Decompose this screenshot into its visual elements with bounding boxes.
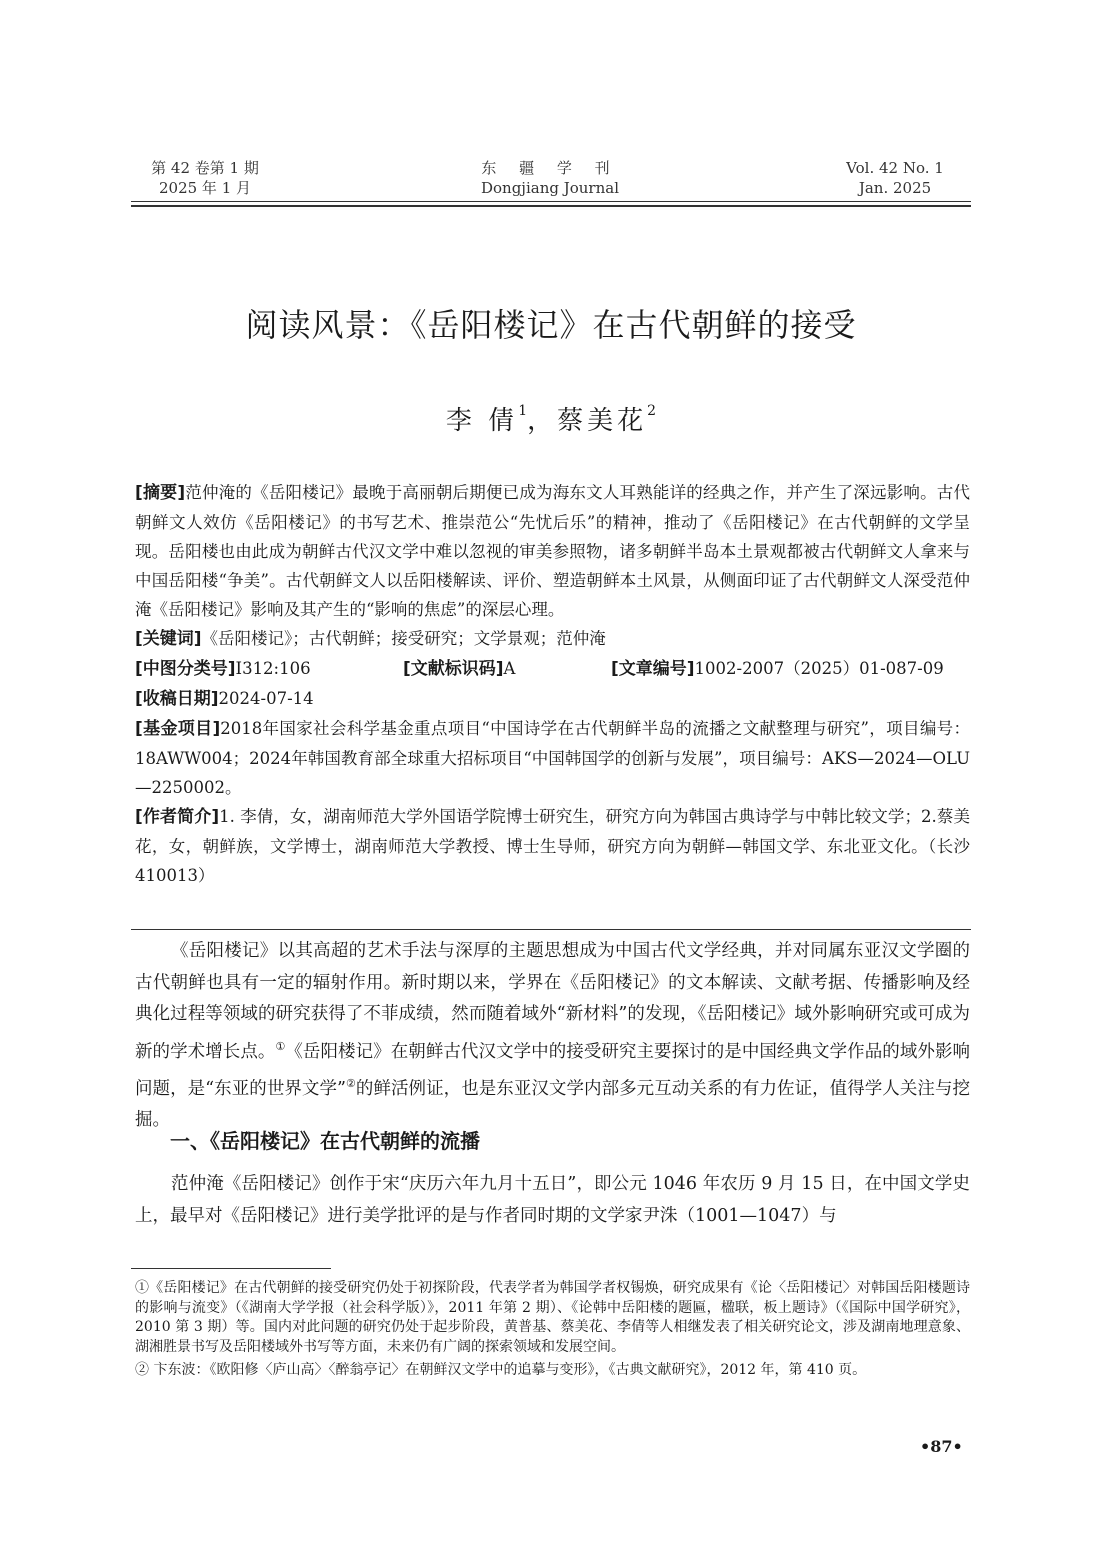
fund-label: [基金项目]	[135, 719, 221, 739]
section-heading-1: 一、《岳阳楼记》在古代朝鲜的流播	[170, 1129, 480, 1153]
header-rule-thick	[131, 205, 971, 207]
abstract	[135, 478, 970, 624]
doc-code-label: [文献标识码]	[403, 659, 504, 679]
footnote-ref-2[interactable]: ②	[345, 1076, 356, 1090]
author-info-text: 1. 李倩，女，湖南师范大学外国语学院博士研究生，研究方向为韩国古典诗学与中韩比较文学；2.蔡美花，女，朝鲜族，文学博士，湖南师范大学教授、博士生导师，研究方向为朝鲜—韩国文学、东北亚文化。（长沙 410013）	[135, 807, 970, 885]
fund-text: 2018年国家社会科学基金重点项目“中国诗学在古代朝鲜半岛的流播之文献整理与研究”，项目编号：18AWW004；2024年韩国教育部全球重大招标项目“中国韩国学的创新与发展”，项目编号：AKS—2024—OLU—2250002。	[135, 719, 970, 797]
keywords	[135, 624, 970, 654]
keywords-label: [关键词]	[135, 629, 202, 649]
author-1-affiliation: 1	[518, 403, 528, 420]
section-1-paragraph: 范仲淹《岳阳楼记》创作于宋“庆历六年九月十五日”，即公元 1046 年农历 9 月 15 日，在中国文学史上，最早对《岳阳楼记》进行美学批评的是与作者同时期的文学家尹洙（1001—1047）与	[135, 1174, 970, 1226]
intro-text-3: 的鲜活例证，也是东亚汉文学内部多元互动关系的有力佐证，值得学人关注与挖掘。	[135, 1078, 970, 1131]
article-number-label: [文章编号]	[611, 659, 695, 679]
intro-text-2: 《岳阳楼记》在朝鲜古代汉文学中的接受研究主要探讨的是中国经典文学作品的域外影响问题，是“东亚的世界文学”	[135, 1041, 970, 1099]
journal-name-en: Dongjiang Journal	[480, 179, 620, 197]
abstract-separator	[131, 929, 971, 930]
author-2: 蔡美花	[557, 406, 648, 436]
author-separator: ，	[527, 406, 558, 436]
received-label: [收稿日期]	[135, 689, 219, 709]
footnote-ref-1[interactable]: ①	[275, 1039, 286, 1053]
header-volume-en	[830, 158, 960, 198]
doc-code-value: A	[503, 659, 516, 678]
author-2-affiliation: 2	[647, 403, 657, 420]
header-date: 2025 年 1 月	[158, 179, 252, 197]
footnote-rule	[131, 1268, 331, 1269]
clc-value: I312:106	[235, 659, 311, 678]
article-title: 阅读风景：《岳阳楼记》在古代朝鲜的接受	[245, 306, 857, 344]
classification-row	[135, 654, 970, 684]
header-volume: 第 42 卷第 1 期	[151, 159, 259, 177]
abstract-label: [摘要]	[135, 483, 186, 503]
keywords-text: 《岳阳楼记》；古代朝鲜；接受研究；文学景观；范仲淹	[201, 629, 606, 648]
footnote-1: ①《岳阳楼记》在古代朝鲜的接受研究仍处于初探阶段，代表学者为韩国学者权锡焕，研究成果有《论〈岳阳楼记〉对韩国岳阳楼题诗的影响与流变》（《湖南大学学报（社会科学版）》，2011 年第 2 期）、《论韩中岳阳楼的题匾，楹联，板上题诗》（《国际中国学研究》，2010 第 3 期）等。国内对此问题的研究仍处于起步阶段，黄普基、蔡美花、李倩等人相继发表了相关研究论文，涉及湖南地理意象、湖湘胜景书写及岳阳楼域外书写等方面，未来仍有广阔的探索领域和发展空间。	[135, 1280, 970, 1355]
intro-text-1: 《岳阳楼记》以其高超的艺术手法与深厚的主题思想成为中国古代文学经典，并对同属东亚汉文学圈的古代朝鲜也具有一定的辐射作用。新时期以来，学界在《岳阳楼记》的文本解读、文献考据、传播影响及经典化过程等领域的研究获得了不菲成绩，然而随着域外“新材料”的发现，《岳阳楼记》域外影响研究或可成为新的学术增长点。	[135, 941, 970, 1062]
intro-body	[135, 936, 970, 1137]
header-rule-thin	[131, 201, 971, 202]
header-date-en: Jan. 2025	[858, 179, 932, 197]
article-authors	[0, 400, 1102, 437]
fund-info	[135, 714, 970, 802]
author-info	[135, 802, 970, 890]
received-value: 2024-07-14	[218, 689, 314, 708]
received-date	[135, 684, 970, 714]
header-journal-name	[470, 158, 630, 198]
abstract-block	[135, 478, 970, 890]
article-number-value: 1002-2007（2025）01-087-09	[694, 659, 944, 678]
footnotes	[135, 1279, 970, 1381]
header-volume-issue	[150, 158, 260, 198]
abstract-text: 范仲淹的《岳阳楼记》最晚于高丽朝后期便已成为海东文人耳熟能详的经典之作，并产生了深远影响。古代朝鲜文人效仿《岳阳楼记》的书写艺术、推崇范公“先忧后乐”的精神，推动了《岳阳楼记》在古代朝鲜的文学呈现。岳阳楼也由此成为朝鲜古代汉文学中难以忽视的审美参照物，诸多朝鲜半岛本土景观都被古代朝鲜文人拿来与中国岳阳楼“争美”。古代朝鲜文人以岳阳楼解读、评价、塑造朝鲜本土风景，从侧面印证了古代朝鲜文人深受范仲淹《岳阳楼记》影响及其产生的“影响的焦虑”的深层心理。	[135, 483, 970, 619]
intro-paragraph	[135, 936, 970, 1137]
page-number: •87•	[920, 1437, 963, 1456]
journal-name-cn: 东 疆 学 刊	[481, 159, 619, 177]
section-1-body	[135, 1169, 970, 1232]
author-1: 李 倩	[445, 406, 519, 436]
footnote-2: ② 卞东波：《欧阳修〈庐山高〉〈醉翁亭记〉在朝鲜汉文学中的追摹与变形》，《古典文献研究》，2012 年，第 410 页。	[135, 1362, 867, 1378]
clc-label: [中图分类号]	[135, 659, 236, 679]
header-volume-en-line: Vol. 42 No. 1	[846, 159, 944, 177]
author-info-label: [作者简介]	[135, 807, 220, 827]
